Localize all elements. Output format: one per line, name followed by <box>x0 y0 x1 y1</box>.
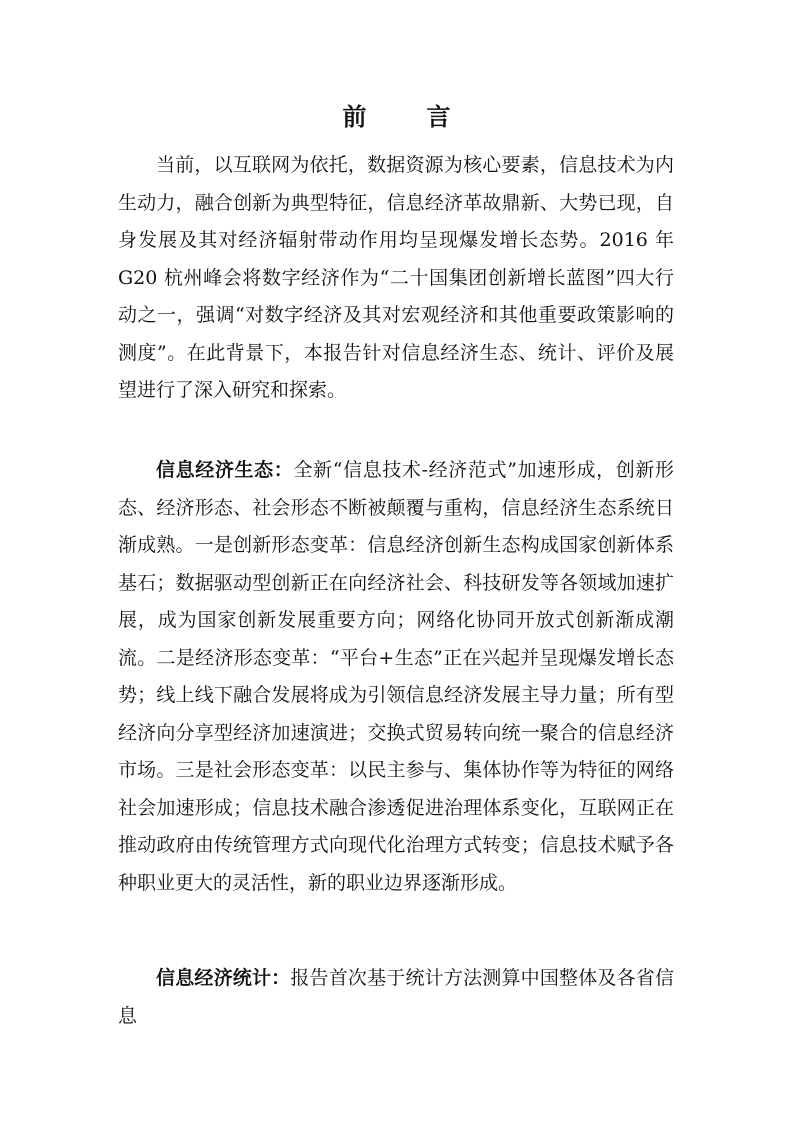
paragraph-lead-heading: 信息经济统计： <box>156 967 291 989</box>
paragraph-lead-heading: 信息经济生态： <box>156 459 294 481</box>
ecosystem-paragraph <box>118 452 674 902</box>
paragraph-text: 报告首次基于统计方法测算中国整体及各省信息 <box>118 967 674 1027</box>
paragraph-text: 全新“信息技术-经济范式”加速形成，创新形态、经济形态、社会形态不断被颠覆与重构，信息经济生态系统日渐成熟。一是创新形态变革：信息经济创新生态构成国家创新体系基石；数据驱动型创新正在向经济社会、科技研发等各领域加速扩展，成为国家创新发展重要方向；网络化协同开放式创新渐成潮流。二是经济形态变革：“平台+生态”正在兴起并呈现爆发增长态势；线上线下融合发展将成为引领信息经济发展主导力量；所有型经济向分享型经济加速演进；交换式贸易转向统一聚合的信息经济市场。三是社会形态变革：以民主参与、集体协作等为特征的网络社会加速形成；信息技术融合渗透促进治理体系变化，互联网正在推动政府由传统管理方式向现代化治理方式转变；信息技术赋予各种职业更大的灵活性，新的职业边界逐渐形成。 <box>118 459 674 894</box>
paragraph-text: 当前，以互联网为依托，数据资源为核心要素，信息技术为内生动力，融合创新为典型特征，信息经济革故鼎新、大势已现，自身发展及其对经济辐射带动作用均呈现爆发增长态势。2016 年 G20 杭州峰会将数字经济作为“二十国集团创新增长蓝图”四大行动之一，强调“对数字经济及其对宏观经济和其他重要政策影响的测度”。在此背景下，本报告针对信息经济生态、统计、评价及展望进行了深入研究和探索。 <box>118 154 674 401</box>
intro-paragraph <box>118 147 674 410</box>
statistics-paragraph <box>118 960 674 1035</box>
page-title: 前 言 <box>342 103 469 131</box>
